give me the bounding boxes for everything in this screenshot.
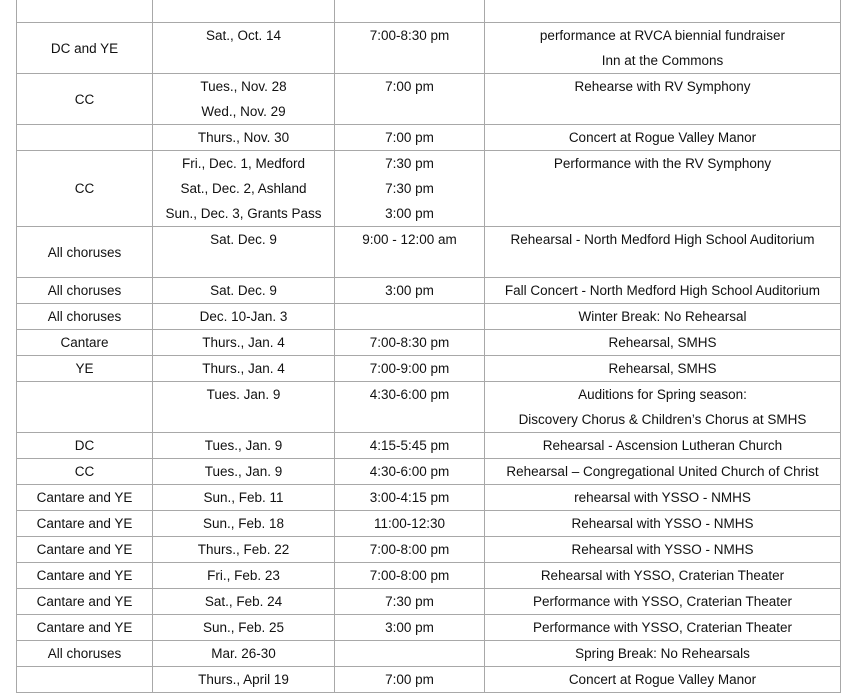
- date-line: Wed., Nov. 29: [201, 104, 286, 119]
- group-text: Cantare and YE: [36, 620, 133, 635]
- table-row: [17, 459, 841, 485]
- time-cell: [335, 667, 485, 693]
- time-line: 4:30-6:00 pm: [369, 464, 450, 479]
- date-line: Tues., Jan. 9: [204, 464, 283, 479]
- table-row: [17, 589, 841, 615]
- table-row: [17, 0, 841, 23]
- event-line: Rehearse with RV Symphony: [574, 79, 751, 94]
- time-line: 4:30-6:00 pm: [369, 387, 450, 402]
- group-text: All choruses: [47, 646, 122, 661]
- date-line: Sat., Feb. 24: [204, 594, 283, 609]
- table-row: [17, 485, 841, 511]
- event-cell: [485, 74, 841, 125]
- table-row: [17, 330, 841, 356]
- time-line: 7:00-8:30 pm: [369, 335, 450, 350]
- time-line: 4:15-5:45 pm: [369, 438, 450, 453]
- event-line: Rehearsal with YSSO, Craterian Theater: [540, 568, 785, 583]
- date-line: Sat., Oct. 14: [205, 28, 282, 43]
- time-line: [335, 641, 484, 666]
- time-cell: [335, 74, 485, 125]
- date-cell: [153, 537, 335, 563]
- event-line: Spring Break: No Rehearsals: [575, 646, 750, 661]
- table-row: [17, 382, 841, 433]
- table-row: [17, 74, 841, 125]
- event-line: Concert at Rogue Valley Manor: [568, 672, 757, 687]
- date-cell: [153, 330, 335, 356]
- date-cell: [153, 433, 335, 459]
- group-cell: [17, 227, 153, 278]
- time-cell: [335, 537, 485, 563]
- table-row: [17, 563, 841, 589]
- time-cell: [335, 641, 485, 667]
- time-line: 7:00 pm: [385, 130, 434, 145]
- event-line: Discovery Chorus & Children’s Chorus at SMHS: [518, 412, 807, 427]
- group-cell: [17, 74, 153, 125]
- date-cell: [153, 563, 335, 589]
- time-cell: [335, 151, 485, 227]
- event-line: Rehearsal with YSSO - NMHS: [571, 542, 754, 557]
- time-line: 7:00-9:00 pm: [369, 361, 450, 376]
- group-text: All choruses: [47, 244, 122, 260]
- event-line: Rehearsal - Ascension Lutheran Church: [542, 438, 783, 453]
- date-cell: [153, 304, 335, 330]
- group-text: YE: [75, 361, 94, 376]
- time-line: 11:00-12:30: [373, 516, 446, 531]
- time-cell: [335, 382, 485, 433]
- date-line: Dec. 10-Jan. 3: [199, 309, 288, 324]
- time-line: 7:30 pm: [385, 594, 434, 609]
- date-cell: [153, 151, 335, 227]
- time-line: 7:00 pm: [385, 672, 434, 687]
- group-text: Cantare and YE: [36, 568, 133, 583]
- group-cell: [17, 641, 153, 667]
- date-line: Fri., Feb. 23: [207, 568, 280, 583]
- event-line: Performance with YSSO, Craterian Theater: [532, 620, 793, 635]
- event-cell: [485, 382, 841, 433]
- time-line: 3:00 pm: [385, 620, 434, 635]
- group-cell: [17, 511, 153, 537]
- group-cell: [17, 125, 153, 151]
- group-cell: [17, 278, 153, 304]
- time-cell: [335, 563, 485, 589]
- group-cell: [17, 589, 153, 615]
- table-row: [17, 511, 841, 537]
- event-cell: [485, 304, 841, 330]
- time-line: 3:00 pm: [385, 206, 434, 221]
- date-cell: [153, 459, 335, 485]
- group-cell: [17, 23, 153, 74]
- event-cell: [485, 589, 841, 615]
- date-line: Thurs., Nov. 30: [197, 130, 290, 145]
- time-line: 7:00-8:00 pm: [369, 568, 450, 583]
- date-line: Mar. 26-30: [211, 646, 276, 661]
- date-cell: [153, 0, 335, 23]
- time-line: [335, 0, 484, 22]
- group-text: Cantare and YE: [36, 542, 133, 557]
- group-text: All choruses: [47, 283, 122, 298]
- date-cell: [153, 74, 335, 125]
- group-cell: [17, 151, 153, 227]
- time-line: 3:00-4:15 pm: [369, 490, 450, 505]
- event-line: Inn at the Commons: [601, 53, 724, 68]
- group-text: Cantare: [60, 335, 109, 350]
- group-text: Cantare and YE: [36, 594, 133, 609]
- table-row: [17, 23, 841, 74]
- group-text: All choruses: [47, 309, 122, 324]
- date-line: Thurs., Feb. 22: [197, 542, 290, 557]
- event-line: Rehearsal, SMHS: [608, 361, 717, 376]
- date-line: Fri., Dec. 1, Medford: [181, 156, 306, 171]
- event-cell: [485, 0, 841, 23]
- table-row: [17, 125, 841, 151]
- group-cell: [17, 330, 153, 356]
- time-line: 7:00 pm: [385, 79, 434, 94]
- table-row: [17, 537, 841, 563]
- group-text: CC: [74, 181, 95, 196]
- event-line: Concert at Rogue Valley Manor: [568, 130, 757, 145]
- group-cell: [17, 537, 153, 563]
- date-line: Tues., Nov. 28: [200, 79, 287, 94]
- group-text: Cantare and YE: [36, 516, 133, 531]
- date-line: Sun., Feb. 18: [202, 516, 285, 531]
- table-row: [17, 615, 841, 641]
- time-line: 9:00 - 12:00 am: [362, 232, 457, 247]
- date-line: Thurs., Jan. 4: [202, 335, 285, 350]
- date-cell: [153, 641, 335, 667]
- date-cell: [153, 356, 335, 382]
- group-cell: [17, 382, 153, 433]
- date-line: Sun., Feb. 11: [203, 490, 284, 505]
- table-row: [17, 278, 841, 304]
- schedule-table-body: [17, 0, 841, 693]
- event-line: rehearsal with YSSO - NMHS: [574, 490, 751, 505]
- date-line: Thurs., April 19: [198, 672, 289, 687]
- time-cell: [335, 615, 485, 641]
- time-cell: [335, 485, 485, 511]
- date-cell: [153, 511, 335, 537]
- event-cell: [485, 615, 841, 641]
- group-cell: [17, 304, 153, 330]
- event-line: Winter Break: No Rehearsal: [578, 309, 747, 324]
- event-cell: [485, 641, 841, 667]
- group-cell: [17, 356, 153, 382]
- table-row: [17, 151, 841, 227]
- date-cell: [153, 382, 335, 433]
- table-row: [17, 433, 841, 459]
- time-line: 7:30 pm: [385, 156, 434, 171]
- event-cell: [485, 485, 841, 511]
- event-cell: [485, 459, 841, 485]
- date-cell: [153, 278, 335, 304]
- time-cell: [335, 304, 485, 330]
- event-cell: [485, 537, 841, 563]
- table-row: [17, 304, 841, 330]
- group-cell: [17, 459, 153, 485]
- time-line: 3:00 pm: [385, 283, 434, 298]
- event-line: Performance with the RV Symphony: [553, 156, 772, 171]
- date-cell: [153, 125, 335, 151]
- event-cell: [485, 433, 841, 459]
- group-cell: [17, 485, 153, 511]
- time-cell: [335, 589, 485, 615]
- event-cell: [485, 330, 841, 356]
- group-cell: [17, 615, 153, 641]
- date-line: Thurs., Jan. 4: [202, 361, 285, 376]
- event-line: Rehearsal – Congregational United Church of Christ: [506, 464, 819, 479]
- time-line: 7:00-8:00 pm: [369, 542, 450, 557]
- group-cell: [17, 667, 153, 693]
- event-cell: [485, 278, 841, 304]
- date-line: Tues., Jan. 9: [204, 438, 283, 453]
- event-cell: [485, 563, 841, 589]
- time-line: 7:30 pm: [385, 181, 434, 196]
- date-cell: [153, 615, 335, 641]
- event-cell: [485, 227, 841, 278]
- group-cell: [17, 433, 153, 459]
- time-cell: [335, 356, 485, 382]
- event-cell: [485, 667, 841, 693]
- time-line: [335, 304, 484, 329]
- group-cell: [17, 563, 153, 589]
- date-line: Tues. Jan. 9: [206, 387, 281, 402]
- event-line: Fall Concert - North Medford High School Auditorium: [504, 283, 821, 298]
- time-cell: [335, 0, 485, 23]
- event-cell: [485, 151, 841, 227]
- date-cell: [153, 485, 335, 511]
- date-line: Sat. Dec. 9: [210, 283, 277, 298]
- date-cell: [153, 227, 335, 278]
- event-line: Rehearsal - North Medford High School Auditorium: [510, 232, 815, 247]
- time-line: 7:00-8:30 pm: [369, 28, 450, 43]
- table-row: [17, 641, 841, 667]
- event-line: Rehearsal with YSSO - NMHS: [571, 516, 754, 531]
- group-text: CC: [74, 464, 95, 479]
- group-text: CC: [74, 91, 95, 107]
- time-cell: [335, 227, 485, 278]
- date-line: Sun., Feb. 25: [202, 620, 285, 635]
- group-text: DC: [74, 438, 95, 453]
- table-row: [17, 667, 841, 693]
- time-cell: [335, 125, 485, 151]
- date-line: Sun., Dec. 3, Grants Pass: [165, 206, 322, 221]
- time-cell: [335, 433, 485, 459]
- event-cell: [485, 356, 841, 382]
- event-cell: [485, 511, 841, 537]
- time-cell: [335, 278, 485, 304]
- date-cell: [153, 23, 335, 74]
- schedule-table: [16, 0, 841, 693]
- event-cell: [485, 125, 841, 151]
- group-cell: [17, 0, 153, 23]
- event-line: Rehearsal, SMHS: [608, 335, 717, 350]
- event-line: performance at RVCA biennial fundraiser: [539, 28, 786, 43]
- table-row: [17, 227, 841, 278]
- date-cell: [153, 589, 335, 615]
- time-cell: [335, 23, 485, 74]
- time-cell: [335, 330, 485, 356]
- event-line: Performance with YSSO, Craterian Theater: [532, 594, 793, 609]
- event-cell: [485, 23, 841, 74]
- group-text: Cantare and YE: [36, 490, 133, 505]
- group-text: DC and YE: [50, 40, 119, 56]
- date-line: Sat. Dec. 9: [210, 232, 277, 247]
- event-line: [485, 0, 840, 22]
- table-row: [17, 356, 841, 382]
- date-line: [153, 0, 334, 22]
- date-line: Sat., Dec. 2, Ashland: [180, 181, 307, 196]
- time-cell: [335, 459, 485, 485]
- time-cell: [335, 511, 485, 537]
- event-line: Auditions for Spring season:: [578, 387, 747, 402]
- date-cell: [153, 667, 335, 693]
